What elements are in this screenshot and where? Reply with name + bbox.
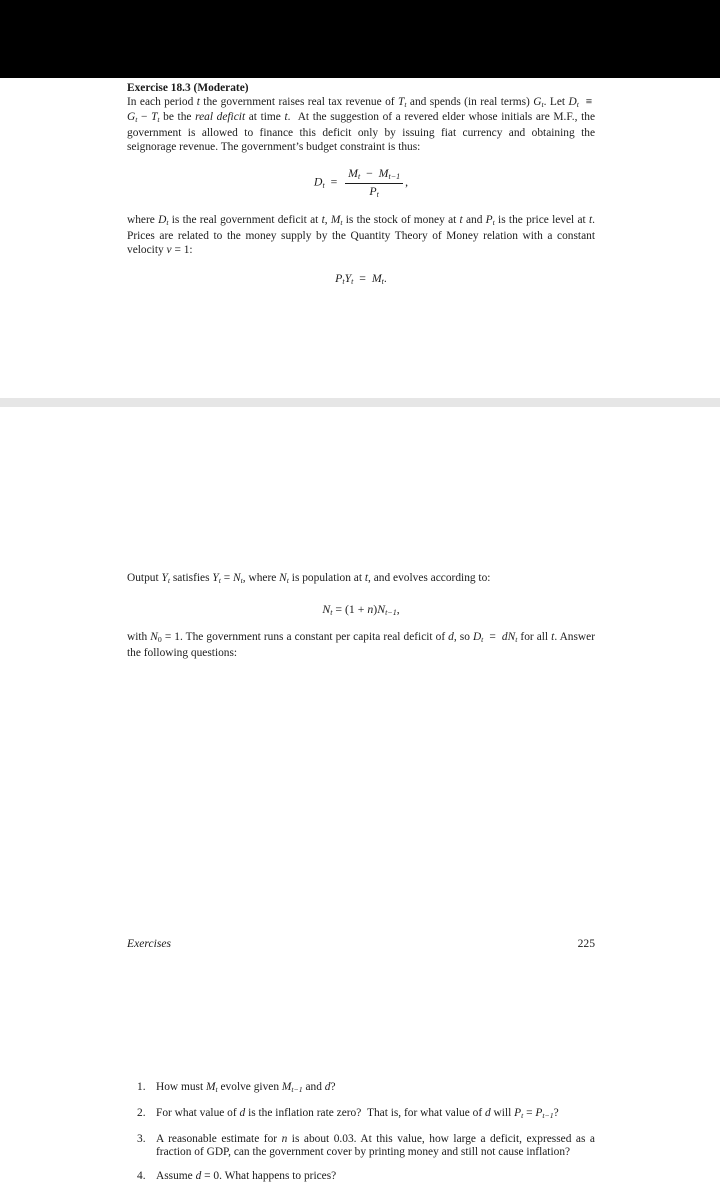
page-two-body (127, 572, 595, 660)
list-item-number: 3. (137, 1132, 146, 1145)
definitions-paragraph: where $D_t$ is the real government deficit at t, $M_t$ is the stock of money at t and $P_t$ is the price level at t. Prices are related to the money supply by the Quantity Theory of Money relation with a constant velocity v = 1: (127, 214, 595, 256)
equation-population-growth: $N_t = (1 + n)N_{t-1}$, (322, 601, 400, 617)
list-item-number: 4. (137, 1169, 146, 1182)
list-item-text: Assume d = 0. What happens to prices? (156, 1169, 337, 1182)
exercise-heading: Exercise 18.3 (Moderate) (127, 82, 249, 94)
equation-budget-constraint: $D_t$ = $\frac{M_t - M_{t-1}}{P_t}$ , (313, 166, 409, 199)
list-item (137, 1133, 595, 1160)
running-head (127, 937, 595, 950)
list-item-number: 1. (137, 1081, 146, 1093)
top-letterbox-bar (0, 0, 720, 78)
running-head-title: Exercises (127, 937, 171, 950)
page-separator (0, 398, 720, 407)
list-item-text: How must $M_t$ evolve given $M_{t-1}$ and d? (156, 1081, 336, 1095)
equation-quantity-theory: $P_tY_t = M_t$. (335, 271, 387, 287)
list-item (137, 1081, 595, 1097)
deficit-assumption-paragraph: with $N_0 = 1$. The government runs a constant per capita real deficit of d, so $D_t = dN_t$ for all t. Answer the following questions: (127, 630, 595, 659)
list-item-text: For what value of d is the inflation rate zero? That is, for what value of d will $P_t = P_{t-1}$? (156, 1106, 559, 1120)
list-item-number: 2. (137, 1106, 146, 1119)
list-item-text: A reasonable estimate for n is about 0.03. At this value, how large a deficit, expressed as a fraction of GDP, can the government cover by printing money and still not cause inflation? (156, 1132, 595, 1159)
list-item (137, 1107, 595, 1123)
exercise-block (127, 82, 595, 286)
page-number: 225 (577, 937, 595, 950)
questions-list (137, 1081, 595, 1193)
document-page-one (0, 78, 720, 398)
list-item (137, 1170, 595, 1184)
document-page-two (0, 407, 720, 1182)
output-paragraph: Output $Y_t$ satisfies $Y_t = N_t$, where $N_t$ is population at t, and evolves according to: (127, 572, 491, 586)
exercise-intro-paragraph: In each period t the government raises real tax revenue of $T_t$ and spends (in real terms) $G_t$. Let $D_t \equiv G_t - T_t$ be the real deficit at time t. At the suggestion of a revered elder whose initials are M.F., the government is allowed to finance this deficit only by issuing fiat currency and obtaining the seignorage revenue. The government’s budget constraint is thus: (127, 95, 595, 153)
